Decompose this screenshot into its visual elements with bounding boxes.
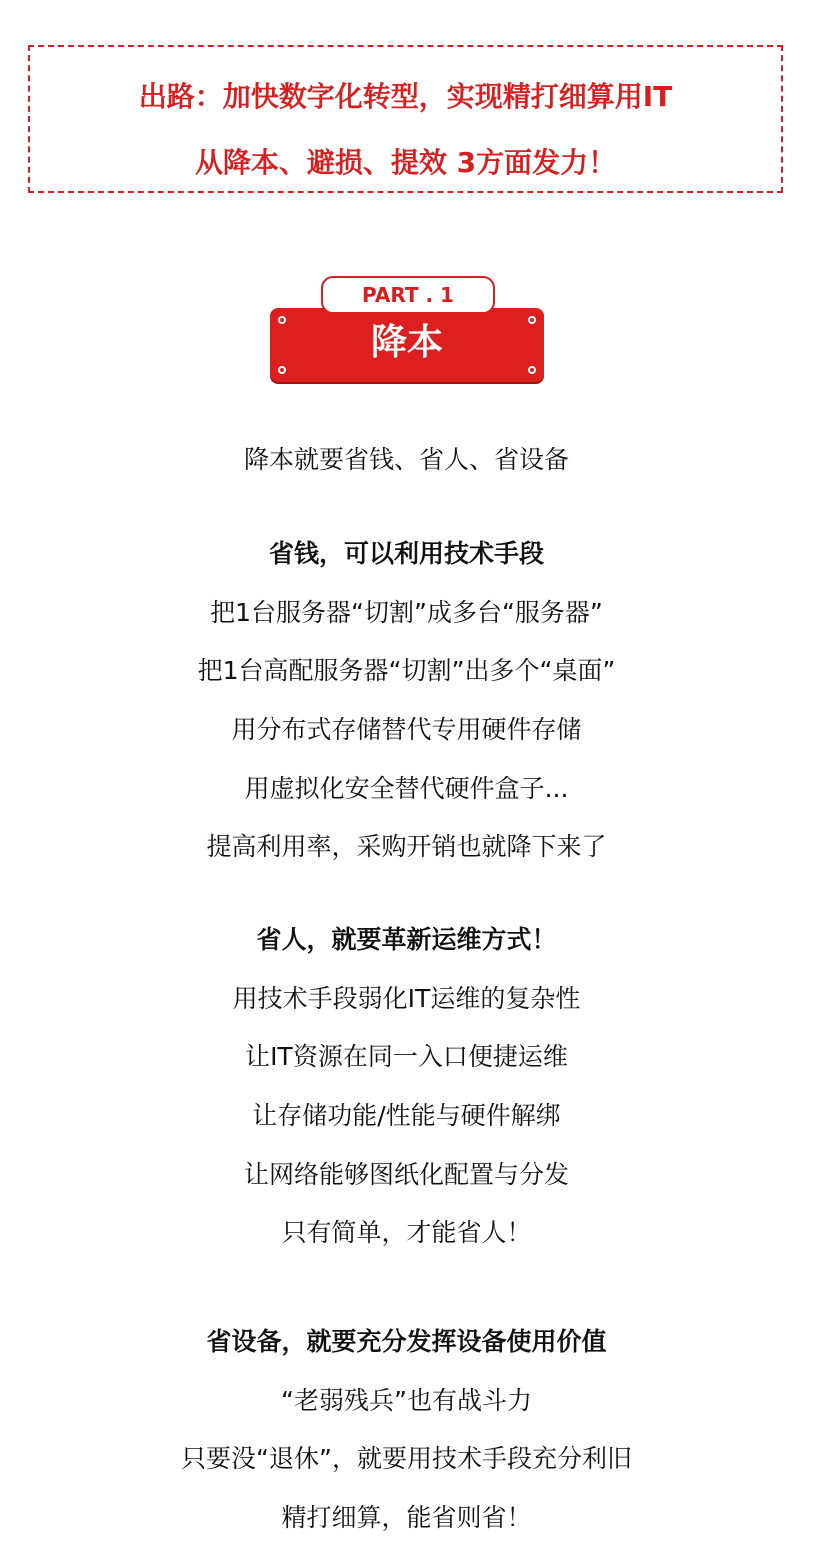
body-line: 用虚拟化安全替代硬件盒子... xyxy=(244,774,569,803)
body-line: 把1台高配服务器“切割”出多个“桌面” xyxy=(197,656,616,685)
body-line: 只要没“退休”，就要用技术手段充分利旧 xyxy=(181,1444,632,1473)
body-line: 让网络能够图纸化配置与分发 xyxy=(243,1160,569,1189)
section-heading-save-people: 省人，就要革新运维方式！ xyxy=(256,925,557,954)
body-line: 用技术手段弱化IT运维的复杂性 xyxy=(232,984,581,1013)
body-line: 提高利用率，采购开销也就降下来了 xyxy=(206,832,607,861)
callout-line-2: 从降本、避损、提效 3方面发力！ xyxy=(194,146,617,179)
part-label-tab: PART . 1 xyxy=(321,276,495,314)
body-line: 精打细算，能省则省！ xyxy=(281,1503,532,1532)
highlight-callout-box xyxy=(28,45,783,193)
body-line: 让IT资源在同一入口便捷运维 xyxy=(245,1042,568,1071)
rivet-icon xyxy=(528,366,536,374)
body-line: 让存储功能/性能与硬件解绑 xyxy=(252,1101,561,1130)
intro-text: 降本就要省钱、省人、省设备 xyxy=(243,445,569,474)
part-badge xyxy=(270,276,544,382)
body-line: 只有简单，才能省人！ xyxy=(281,1218,532,1247)
body-line: 用分布式存储替代专用硬件存储 xyxy=(231,715,582,744)
section-heading-save-money: 省钱，可以利用技术手段 xyxy=(268,539,544,568)
body-line: “老弱残兵”也有战斗力 xyxy=(281,1386,532,1415)
part-title-plate xyxy=(270,308,544,382)
callout-line-1: 出路：加快数字化转型，实现精打细算用IT xyxy=(138,80,673,113)
body-line: 把1台服务器“切割”成多台“服务器” xyxy=(210,598,603,627)
part-title: 降本 xyxy=(370,322,443,363)
rivet-icon xyxy=(278,366,286,374)
section-heading-save-equipment: 省设备，就要充分发挥设备使用价值 xyxy=(206,1327,607,1356)
